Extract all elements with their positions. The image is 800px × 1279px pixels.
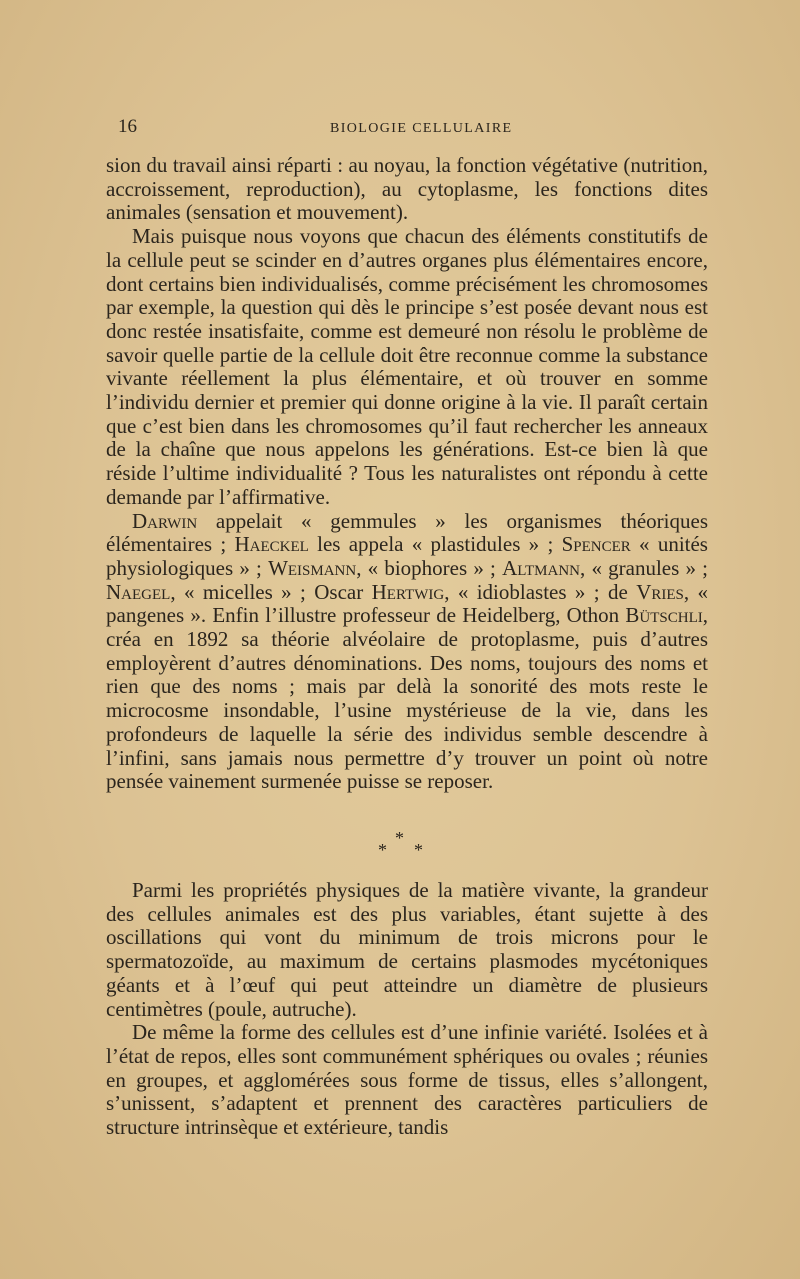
author-name: Hertwig [371, 579, 445, 604]
paragraph-cell-size: Parmi les propriétés physiques de la matière vivante, la grandeur des cellules animales est des plus variables, étant sujette à des oscillations qui vont du minimum de trois microns pour le spermatozoïde, au maximum de certains plasmodes mycétoniques géants et à l’œuf qui peut atteindre un diamètre de plusieurs centimètres (poule, autruche). [106, 878, 708, 1021]
paragraph-naturalists: Darwin appelait « gemmules » les organismes théoriques élémentaires ; Haeckel les appela « plastidules » ; Spencer « unités physiologiques » ; Weismann, « biophores » ; Altmann, « granules » ; Naegel, « micelles » ; Oscar Hertwig, « idioblastes » ; de Vries, « pangenes ». Enfin l’illustre professeur de Heidelberg, Othon Bütschli, créa en 1892 sa théorie alvéolaire de protoplasme, puis d’autres employèrent d’autres dénominations. Des noms, toujours des noms et rien que des noms ; mais par delà la sonorité des mots reste le microcosme insondable, l’usine mystérieuse de la vie, dans les profondeurs de laquelle la série des individus semble descendre à l’infini, sans jamais nous permettre d’y trouver un point où notre pensée vainement surmenée puisse se reposer. [106, 508, 709, 794]
text-block-upper [106, 154, 708, 794]
author-name: Naegel [106, 579, 171, 604]
section-asterism [360, 828, 450, 868]
author-name: Haeckel [234, 532, 309, 557]
author-name: Weismann [268, 555, 357, 580]
asterisk-left: * [378, 840, 387, 860]
author-name: Altmann [502, 555, 581, 580]
page-number: 16 [118, 116, 137, 137]
paragraph-continuation: sion du travail ainsi réparti : au noyau, la fonction végétative (nutrition, accroissement, reproduction), au cytoplasme, les fonctions dites animales (sensation et mouvement). [106, 153, 708, 225]
asterisk-top: * [395, 828, 404, 848]
author-name: Bütschli [625, 603, 703, 628]
author-name: Spencer [561, 532, 631, 557]
paragraph-cell-shape: De même la forme des cellules est d’une infinie variété. Isolées et à l’état de repos, elles sont communément sphériques ou ovales ; réunies en groupes, et agglomérées sous forme de tissus, elles s’allongent, s’unissent, s’adaptent et prennent des caractères particuliers de structure intrinsèque et extérieure, tandis [106, 1020, 708, 1140]
author-name: Vries [636, 579, 684, 604]
paragraph-chromosomes: Mais puisque nous voyons que chacun des éléments constitutifs de la cellule peut se scinder en d’autres organes plus élémentaires encore, dont certains bien individualisés, comme précisément les chromosomes par exemple, la question qui dès le principe s’est posée devant nous est donc restée insatisfaite, comme est demeuré non résolu le problème de savoir quelle partie de la cellule doit être reconnue comme la substance vivante réellement la plus élémentaire, et où trouver en somme l’individu dernier et premier qui donne origine à la vie. Il paraît certain que c’est bien dans les chromosomes qu’il faut rechercher les anneaux de la chaîne que nous appelons les générations. Est-ce bien là que réside l’ultime individualité ? Tous les naturalistes ont répondu à cette demande par l’affirmative. [106, 224, 708, 509]
running-title: BIOLOGIE CELLULAIRE [330, 121, 513, 136]
author-name: Darwin [132, 508, 198, 533]
asterisk-right: * [414, 840, 423, 860]
text-block-lower [106, 879, 708, 1140]
